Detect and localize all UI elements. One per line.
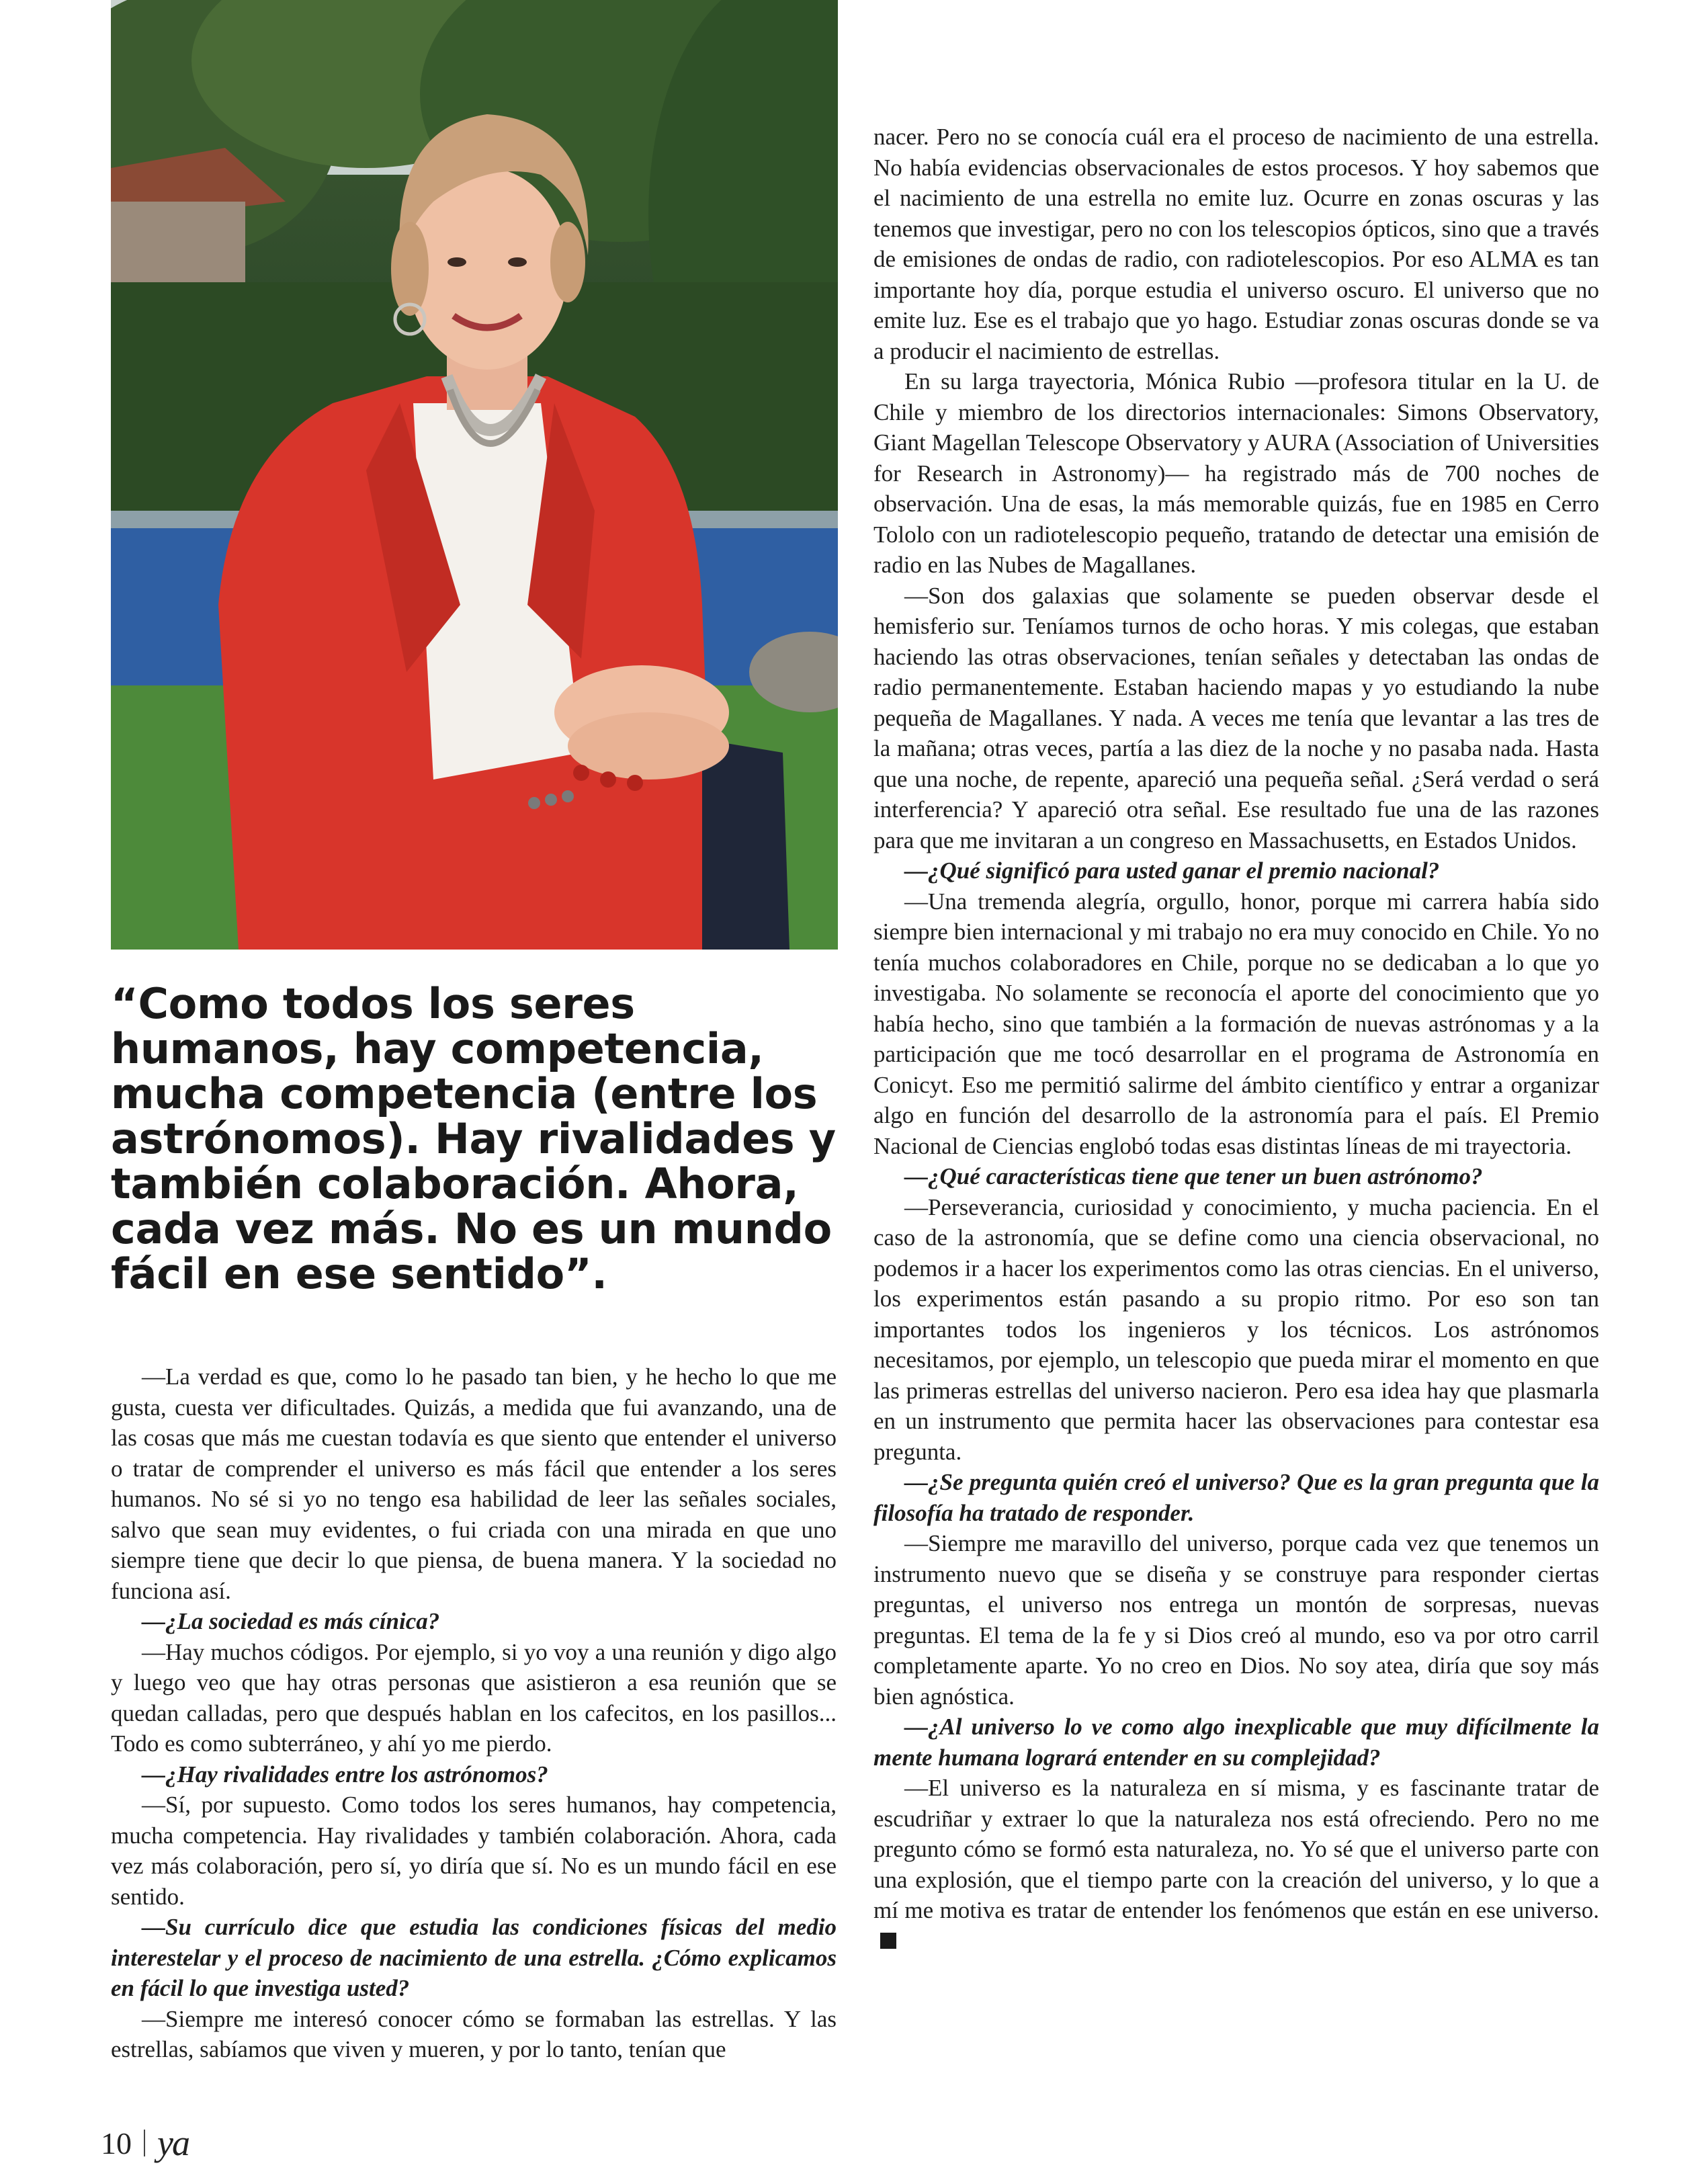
- interview-question: —¿Al universo lo ve como algo inexplicable que muy difícilmente la mente humana logrará entender en su complejidad?: [873, 1714, 1599, 1771]
- portrait-illustration: [111, 0, 838, 950]
- continuation-paragraph: nacer. Pero no se conocía cuál era el proceso de nacimiento de una estrella. No había evidencias observacionales de estos procesos. Y hoy sabemos que el nacimiento de una estrella no emite luz. Ocurre en zonas oscuras y las tenemos que investigar, pero no con los telescopios ópticos, sino que a través de emisiones de ondas de radio, con radiotelescopios. Por eso ALMA es tan importante hoy día, porque estudia el universo oscuro. El universo que no emite luz. Ese es el trabajo que yo hago. Estudiar zonas oscuras donde se va a producir el nacimiento de estrellas.: [873, 124, 1599, 364]
- interview-question: —¿Hay rivalidades entre los astrónomos?: [142, 1761, 548, 1788]
- article-column-right: [873, 122, 1599, 1956]
- answer-paragraph: —Perseverancia, curiosidad y conocimiento, y mucha paciencia. En el caso de la astronomía, que se define como una ciencia observacional, no podemos ir a hacer los experimentos como las otras ciencias. En el universo, los experimentos están pasando a su propio ritmo. Por eso son tan importantes todos los ingenieros y los técnicos. Los astrónomos necesitamos, por ejemplo, un telescopio que pueda mirar el momento en que las primeras estrellas del universo nacieron. Pero esa idea hay que plasmarla en un instrumento que permita hacer las observaciones para contestar esa pregunta.: [873, 1193, 1599, 1465]
- answer-paragraph: —La verdad es que, como lo he pasado tan bien, y he hecho lo que me gusta, cuesta ver dificultades. Quizás, a medida que fui avanzando, una de las cosas que más me cuestan todavía es que siento que entender el universo o tratar de comprender el universo es más fácil que entender a los seres humanos. No sé si yo no tengo esa habilidad de leer las señales sociales, salvo que sean muy evidentes, o fui criada con una mirada en que uno siempre tiene que decir lo que piensa, de buena manera. Y la sociedad no funciona así.: [111, 1363, 837, 1604]
- brand-logo: ya: [157, 2123, 189, 2163]
- interview-question: —¿Qué características tiene que tener un buen astrónomo?: [904, 1163, 1483, 1189]
- narrative-paragraph: En su larga trayectoria, Mónica Rubio —profesora titular en la U. de Chile y miembro de los directorios internacionales: Simons Observatory, Giant Magellan Telescope Observatory y AURA (Association of Universities for Research in Astronomy)— ha registrado más de 700 noches de observación. Una de esas, la más memorable quizás, fue en 1985 en Cerro Tololo con un radiotelescopio pequeño, tratando de detectar una emisión de radio en las Nubes de Magallanes.: [873, 368, 1599, 578]
- portrait-photo: [111, 0, 838, 950]
- interview-question: —¿La sociedad es más cínica?: [142, 1608, 440, 1634]
- end-mark-icon: [880, 1933, 896, 1949]
- answer-paragraph: —Son dos galaxias que solamente se pueden observar desde el hemisferio sur. Teníamos turnos de ocho horas. Y mis colegas, que estaban haciendo las otras observaciones, tenían señales y detectaban las ondas de radio permanentemente. Estaban haciendo mapas y yo estudiando la nube pequeña de Magallanes. Y nada. A veces me tenía que levantar a las tres de la mañana; otras veces, partía a las diez de la noche y no pasaba nada. Hasta que una noche, de repente, apareció una pequeña señal. ¿Será verdad o será interferencia? Y apareció otra señal. Ese resultado fue una de las razones para que me invitaran a un congreso en Massachusetts, en Estados Unidos.: [873, 582, 1599, 853]
- page-footer: [101, 2122, 189, 2164]
- footer-divider: [144, 2130, 145, 2156]
- interview-question: —¿Qué significó para usted ganar el premio nacional?: [904, 857, 1440, 884]
- pull-quote: “Como todos los seres humanos, hay competencia, mucha competencia (entre los astrónomos). Hay rivalidades y también colaboración. Ahora, cada vez más. No es un mundo fácil en ese sentido”.: [111, 979, 836, 1298]
- final-answer-paragraph: [873, 1773, 1599, 1956]
- answer-paragraph: —Sí, por supuesto. Como todos los seres humanos, hay competencia, mucha competencia. Hay rivalidades y también colaboración. Ahora, cada vez más colaboración, pero sí, yo diría que sí. No es un mundo fácil en ese sentido.: [111, 1792, 837, 1910]
- article-column-left: [111, 1361, 837, 2065]
- answer-paragraph: —Hay muchos códigos. Por ejemplo, si yo voy a una reunión y digo algo y luego veo que hay otras personas que asistieron a esa reunión que se quedan calladas, pero que después hablan en los cafecitos, en los pasillos... Todo es como subterráneo, y ahí yo me pierdo.: [111, 1638, 837, 1757]
- answer-paragraph: —Una tremenda alegría, orgullo, honor, porque mi carrera había sido siempre bien internacional y mi trabajo no era muy conocido en Chile. Yo no tenía muchos colaboradores en Chile, porque no se dedicaban a lo que yo investigaba. No solamente se reconocía el aporte del conocimiento que yo había hecho, sino que también a la formación de nuevas astrónomas y a la participación que me tocó desarrollar en el programa de Astronomía en Conicyt. Eso me permitió salirme del ámbito científico y entrar a organizar algo en función del desarrollo de la astronomía para el país. El Premio Nacional de Ciencias englobó todas esas distintas líneas de mi trayectoria.: [873, 888, 1599, 1159]
- page-number: 10: [101, 2126, 132, 2160]
- answer-paragraph: —Siempre me interesó conocer cómo se formaban las estrellas. Y las estrellas, sabíamos que viven y mueren, y por lo tanto, tenían que: [111, 2005, 837, 2062]
- final-answer-text: —El universo es la naturaleza en sí misma, y es fascinante tratar de escudriñar y extraer lo que la naturaleza nos está ofreciendo. Pero no me pregunto cómo se formó esta naturaleza, no. Yo sé que el universo parte con una explosión, que el tiempo parte con la creación del universo, y lo que a mí me motiva es tratar de entender los fenómenos que están en ese universo.: [873, 1775, 1599, 1923]
- answer-paragraph: —Siempre me maravillo del universo, porque cada vez que tenemos un instrumento nuevo que se diseña y se construye para responder ciertas preguntas, el universo nos entrega un montón de sorpresas, nuevas preguntas. El tema de la fe y si Dios creó al mundo, eso va por otro carril completamente aparte. Yo no creo en Dios. No soy atea, diría que soy más bien agnóstica.: [873, 1530, 1599, 1710]
- interview-question: —¿Se pregunta quién creó el universo? Que es la gran pregunta que la filosofía ha tratado de responder.: [873, 1469, 1599, 1526]
- interview-question: —Su currículo dice que estudia las condiciones físicas del medio interestelar y el proceso de nacimiento de una estrella. ¿Cómo explicamos en fácil lo que investiga usted?: [111, 1914, 837, 2001]
